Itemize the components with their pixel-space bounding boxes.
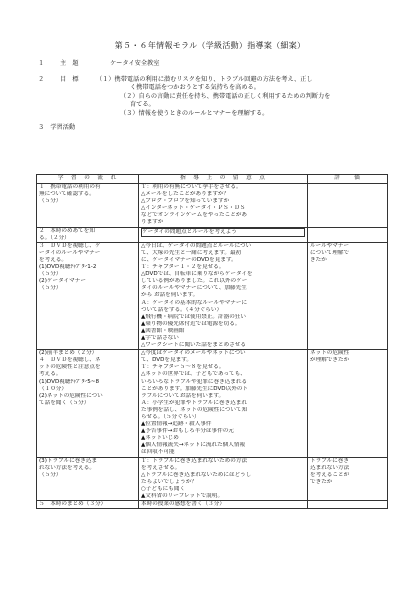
cell-line: （１０分） (39, 385, 67, 392)
cell-line: Ａ：ケータイの基本的なルールやマナーに (141, 299, 248, 306)
eval-cell (308, 350, 388, 457)
cell-line: (1)DVD視聴ﾁｬﾌﾟﾀｰ5~8 (39, 378, 100, 385)
header-points: 指 導 上 の 留 意 点 (139, 175, 308, 184)
cell-line: △ワークシートに聞いた話をまとめさせる (141, 342, 246, 349)
cell-line: （５分） (39, 471, 62, 478)
cell-line: （５分） (39, 285, 62, 292)
flow-cell (37, 350, 139, 457)
activity-table (36, 174, 388, 509)
cell-line: Ｔ：トラブルに巻き込まれないための方法 (141, 457, 248, 464)
cell-line: ▲図書館・映画館 (141, 327, 185, 334)
cell-line: ことがあります。加藤先生にDVD以外のト (141, 385, 248, 392)
cell-line: △ネットの世界では、子どもであっても、 (141, 371, 246, 378)
cell-line: ▲文科省のリーフレットで説明。 (141, 493, 224, 500)
table-row (37, 501, 388, 509)
cell-line: Ｔ：利用の有無について挙手をさせる。 (141, 184, 242, 190)
cell-line: らせる。（５分ぐらい） (141, 414, 200, 420)
eval-cell (308, 227, 388, 242)
cell-line: ５ 本時のまとめ（３分） (39, 501, 107, 508)
table-row (37, 184, 388, 228)
cell-line: ルールやマナー (310, 242, 350, 249)
cell-line: て、DVDを見ます。 (141, 357, 192, 364)
eval-cell (308, 501, 388, 509)
cell-line: りますか (141, 219, 164, 226)
flow-cell (37, 501, 139, 509)
cell-line: ２ 本時のめあてを知 (39, 227, 95, 234)
flow-cell (37, 457, 139, 501)
goal-line: く携帯電話をつかおうとする気持ちを高める。 (130, 84, 260, 91)
table-row (37, 350, 388, 457)
cell-line: ▲位置情報→追跡・殺人事件 (141, 421, 212, 428)
section-heading: ３ 学習活動 (38, 124, 76, 131)
goal-line: （２）自らの言動に責任を持ち、携帯電話の正しく利用するための判断力を (120, 93, 331, 100)
cell-line: きたか (310, 256, 327, 263)
header-eval: 評 価 (308, 175, 388, 184)
cell-line: ▲飛行機・病院では使用禁止。計器の狂い (141, 313, 246, 320)
cell-line: 込まれない方法 (310, 464, 350, 471)
cell-line: について理解で (310, 249, 350, 256)
cell-line: 本時の授業の感想を書く（３分） (141, 501, 225, 508)
cell-line: を考える。 (39, 256, 67, 263)
cell-line: れない方法を考える。 (39, 464, 95, 471)
cell-line: ネットの危険性 (310, 350, 350, 357)
cell-line: たらよいでしょうか？ (141, 478, 197, 485)
cell-line: て話を聞く（５分） (39, 399, 90, 406)
flow-cell (37, 227, 139, 242)
table-header-row (37, 175, 388, 184)
cell-line: △メールをしたことがありますか？ (141, 191, 230, 198)
table-row (37, 242, 388, 349)
cell-line: △ブログ・プロフを知っていますか (141, 198, 230, 205)
points-cell (139, 184, 308, 228)
cell-line: （５分） (39, 198, 62, 205)
goals-label: 目 標 (60, 76, 79, 83)
cell-line: を考えることが (310, 471, 350, 478)
cell-line: トラブルに巻き (310, 457, 349, 464)
cell-line: ケータイの問題点とルールを考えよう (141, 228, 305, 237)
cell-line: ▲乗り物の優先席付近では電源を切る。 (141, 320, 241, 327)
cell-line: (1)DVD視聴ﾁｬﾌﾟﾀｰ1-2 (39, 264, 97, 271)
cell-line: ットの危険性と注意点を (39, 364, 101, 371)
goals-number: ２ (38, 76, 45, 83)
cell-line: (3)トラブルに巻き込ま (39, 457, 98, 464)
cell-line: （５分） (39, 271, 62, 278)
points-cell (139, 242, 308, 349)
cell-line: ータイのルールやマナー (39, 249, 101, 256)
goal-line: 育てる。 (130, 101, 155, 108)
cell-line: １ 携帯電話の利用の有 (39, 184, 101, 190)
eval-cell (308, 184, 388, 228)
cell-line: (2)ネットの危険性につい (39, 392, 103, 399)
table-row (37, 457, 388, 501)
cell-line: ○子どもにも聞く (141, 485, 186, 492)
cell-line: に、ケータイマナーのDVDを見ます。 (141, 256, 237, 263)
cell-line: る。（２分） (39, 234, 70, 241)
cell-line: いろいろなトラブルや犯罪に巻き込まれる (141, 378, 248, 385)
cell-line: 無について確認する。 (39, 191, 95, 198)
cell-line: は回収不可能 (141, 449, 175, 456)
cell-line: △インターネット・ケータイ・ＰＳ・ＤＳ (141, 205, 246, 212)
cell-line: Ｔ：チャプター１・２を見せる。 (141, 264, 225, 271)
flow-cell (37, 184, 139, 228)
cell-line: △今度はケータイのメールやネットについ (141, 350, 246, 357)
flow-cell (37, 242, 139, 349)
cell-line: を考えさせる。 (141, 464, 181, 471)
points-cell (139, 501, 308, 509)
cell-line: ラブルについてお話を伺います。 (141, 392, 225, 399)
cell-line: が理解できたか (310, 357, 350, 364)
cell-line: て、大塚の先生と一緒に考えます。最初 (141, 249, 242, 256)
cell-line: (2)前半まとめ（２分） (39, 350, 98, 357)
points-cell (139, 457, 308, 501)
cell-line: △トラブルに巻き込まれないためにはどうし (141, 471, 252, 478)
cell-line: などでオンラインゲームをやったことがあ (141, 212, 248, 219)
cell-line: できたか (310, 478, 333, 485)
cell-line: ３ ＤＶＤを視聴し、ケ (39, 242, 101, 249)
goal-line: （１）携帯電話の利用に潜むリスクを知り、トラブル回避の方法を考え、正し (96, 76, 313, 83)
theme-number: １ (38, 60, 45, 67)
points-cell (139, 227, 308, 242)
cell-line: している例がありました。これ以外のケー (141, 278, 248, 285)
eval-cell (308, 242, 388, 349)
cell-line: た事例を話し、ネットの危険性について知 (141, 406, 248, 413)
cell-line: ついて話をする。（４分ぐらい） (141, 306, 223, 313)
cell-line: (2)ケータイマナー (39, 278, 86, 285)
cell-line: Ａ：小学生が犯罪やトラブルに巻き込まれ (141, 399, 247, 406)
cell-line: ４ ＤＶＤを視聴し、ネ (39, 357, 101, 364)
cell-line: △今日は、ケータイの問題点とルールについ (141, 242, 252, 249)
header-flow: 学 習 の 流 れ (37, 175, 139, 184)
cell-line: 考える。 (39, 371, 62, 378)
cell-line: ▲ネットいじめ (141, 435, 179, 442)
eval-cell (308, 457, 388, 501)
cell-line: Ｔ：チャプター５～８を見せる。 (141, 364, 225, 371)
page-title: 第５・６年情報モラル（学級活動）指導案（細案） (114, 41, 306, 50)
theme-label: 主 題 (60, 60, 79, 67)
theme-value: ケータイ安全教室 (110, 60, 160, 67)
cell-line: ▲予告事件→おもしろ半分は事件の元 (141, 428, 234, 435)
table-row (37, 227, 388, 242)
cell-line: ▲個人情報流失→ネットに流れた個人情報 (141, 442, 246, 449)
cell-line: ▲字で話さない (141, 334, 179, 341)
cell-line: タイのルールやマナーについて、加藤先生 (141, 285, 247, 292)
cell-line: から お話を伺います。 (141, 292, 199, 299)
goal-line: （３）情報を使うときのルールとマナーを理解する。 (120, 110, 269, 117)
points-cell (139, 350, 308, 457)
cell-line: △DVDでは、自転車に乗りながらケータイを (141, 271, 253, 278)
